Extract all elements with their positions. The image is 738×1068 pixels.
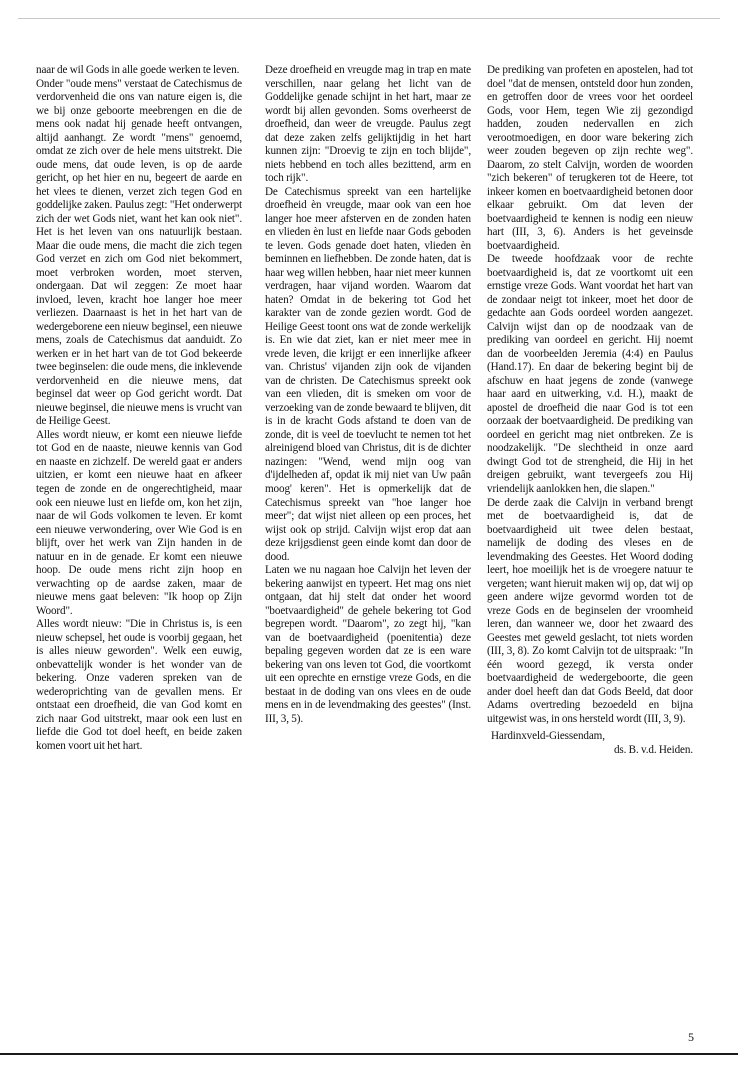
paragraph: De prediking van profeten en apostelen, had tot doel "dat de mensen, ontsteld door hun zonden, en getroffen door de vrees voor het oordeel Gods, voor Hem, tegen Wie zij gezondigd hadden, zouden nedervallen en zich verootmoedigen, en door ware bekering zich weer zouden begeven op zijn rechte weg". Daarom, zo stelt Calvijn, worden de woorden "zich bekeren" of terugkeren tot de Heere, tot inkeer komen en boetvaardigheid betonen door elkaar gebruikt. Om dat leven der boetvaardigheid te kennen is nodig een nieuw hart (III, 3, 6). Anders is het geveinsde boetvaardigheid. (487, 64, 693, 252)
article-columns (36, 64, 700, 1004)
paragraph: Deze droefheid en vreugde mag in trap en mate verschillen, naar gelang het licht van de Goddelijke genade schijnt in het hart, maar ze wordt bij allen gevonden. Soms overheerst de droefheid, dan weer de vreugde. Paulus zegt dat deze zaken zelfs gelijktijdig in het hart kunnen zijn: "Droevig te zijn en toch blijde", niets hebbend en toch alles bezittend, arm en toch rijk". (265, 64, 471, 185)
page-number: 5 (688, 1030, 694, 1044)
column-1 (36, 64, 242, 1004)
signature-name: ds. B. v.d. Heiden. (613, 743, 693, 756)
paragraph: De tweede hoofdzaak voor de rechte boetvaardigheid is, dat ze voortkomt uit een ernstige vreze Gods. Want voordat het hart van de zondaar neigt tot inkeer, moet het door de gedachte aan Gods oordeel worden aangezet. Calvijn wijst dan op de noodzaak van de prediking van oordeel en gericht. Hij noemt dan de voorbeelden Jeremia (4:4) en Paulus (Hand.17). En daar de bekering begint bij de afschuw en haat jegens de zonde (vanwege haar aard en uitwerking, v.d. H.), maakt de apostel de droefheid die naar God is tot een oorzaak der boetvaardigheid. De prediking van oordeel en gericht mag niet ontbreken. Ze is noodzakelijk. "De slechtheid in onze aard dwingt God tot de strengheid, die Hij in het dreigen gebruikt, want tevergeefs zou Hij vriendelijk aanlokken hen, die slapen." (487, 253, 693, 495)
signature-place: Hardinxveld-Giessendam, (491, 730, 605, 743)
paragraph: naar de wil Gods in alle goede werken te leven. (36, 64, 240, 76)
bottom-rule (0, 1053, 738, 1055)
paragraph: Laten we nu nagaan hoe Calvijn het leven der bekering aanwijst en typeert. Het mag ons niet ontgaan, dat hij stelt dat onder het woord "boetvaardigheid" de gehele bekering tot God begrepen wordt. "Daarom", zo zegt hij, "kan van de boetvaardigheid (poenitentia) deze bepaling gegeven worden dat ze is een ware bekering van ons leven tot God, die voortkomt uit een oprechte en ernstige vreze Gods, en die bestaat in de doding van ons vlees en de oude mens en in de levendmaking des geestes" (Inst. III, 3, 5). (265, 564, 471, 725)
paragraph: Onder "oude mens" verstaat de Catechismus de verdorvenheid die ons van nature eigen is, die we bij onze geboorte meebrengen en die de mens ook nadat hij genade heeft ontvangen, altijd aanhangt. Ze wordt "mens" genoemd, omdat ze zich over de hele mens uitstrekt. Die oude mens, dat oude leven, is op de aarde gericht, op het hier en nu, begeert de aarde en het vlees te dienen, verzet zich tegen God en goddelijke zaken. Paulus zegt: "Het onderwerpt zich der wet Gods niet, want het kan ook niet". Het is het leven van ons natuurlijk bestaan. Maar die oude mens, die macht die zich tegen God verzet en zich om God niet bekommert, moet verbroken worden, moet sterven, ondergaan. Dat wil zeggen: Ze moet haar invloed, leven, kracht hoe langer hoe meer verliezen. Daarnaast is het in het hart van de wedergeborene een nieuw beginsel, een nieuwe mens, zoals de Catechismus dat aanduidt. Zo werken er in het hart van de tot God bekeerde twee beginselen: die oude mens, die inklevende verdorvenheid en die nieuwe mens, dat beginsel dat weer op God gericht wordt. Dat nieuwe beginsel, die nieuwe mens is vrucht van de Heilige Geest. (36, 77, 242, 428)
paragraph: De Catechismus spreekt van een hartelijke droefheid èn vreugde, maar ook van een hoe langer hoe meer afsterven en de zonden haten en vlieden èn lust en liefde naar Gods geboden te leven. Gods genade doet haten, vlieden èn beminnen en liefhebben. De zonde haten, dat is haar weg willen hebben, haar niet meer kunnen verdragen, haar vijand worden. Waarom dat haten? Omdat in de bekering tot God het karakter van de zonde gezien wordt. God de Heilige Geest toont ons wat de zonde werkelijk is. En wie dat ziet, kan er niet meer mee in vrede leven, die krijgt er een innerlijke afkeer van. Christus' vijanden zijn ook de vijanden van de christen. De Catechismus spreekt ook van een vlieden, dit is smeken om voor de verzoeking van de zonde bewaard te blijven, dit is in de kracht Gods afstand te doen van de zonde, dit is veel de toevlucht te nemen tot het alreinigend bloed van Christus, dit is de dichter nazingen: "Wend, wend mijn oog van d'ijdelheden af, opdat ik mij niet van Uw paân moog' keren". Het is opmerkelijk dat de Catechismus spreekt van "hoe langer hoe meer"; dat wijst niet alleen op een proces, het wijst ook op strijd. Calvijn wijst erop dat aan deze krijgsdienst geen einde komt dan door de dood. (265, 185, 471, 563)
paragraph: De derde zaak die Calvijn in verband brengt met de boetvaardigheid is, dat de boetvaardigheid uit twee delen bestaat, namelijk de doding des vleses en de levendmaking des Geestes. Het Woord doding leert, hoe moeilijk het is de vroegere natuur te vergeten; want hieruit maken wij op, dat wij op geen andere wijze gevormd worden tot de vreze Gods en de beginselen der vroomheid leren, dan wanneer we, door het zwaard des Geestes met geweld geslacht, tot niets worden (III, 3, 8). Zo komt Calvijn tot de uitspraak: "In één woord gezegd, ik versta onder boetvaardigheid de wedergeboorte, die geen ander doel heeft dan dat Gods Beeld, dat door Adams overtreding bezoedeld en bijna uitgewist was, in ons hersteld wordt (III, 3, 9). (487, 496, 693, 725)
top-rule (18, 18, 720, 19)
column-2 (265, 64, 471, 1004)
column-3 (487, 64, 693, 1004)
paragraph: Alles wordt nieuw: "Die in Christus is, is een nieuw schepsel, het oude is voorbij gegaan, het is alles nieuw geworden". Welk een euwig, onbevattelijk wonder is het wonder van de bekering. Onze vaderen spreken van de wederoprichting van de gevallen mens. Er ontstaat een droefheid, die van God komt en zich naar God uitstrekt, maar ook een lust en liefde die God tot doel heeft, en beide zaken komen voort uit het hart. (36, 618, 242, 752)
paragraph: Alles wordt nieuw, er komt een nieuwe liefde tot God en de naaste, nieuwe kennis van God en naaste en zichzelf. De wereld gaat er anders uitzien, er komt een nieuwe haat en afkeer tegen de zonde en de ongerechtigheid, maar ook een nieuwe lust en liefde om, kon het zijn, naar de wil Gods volkomen te leven. Er komt een nieuwe verwondering, over Wie God is en blijft, over het werk van Zijn handen in de natuur en in de genade. Er komt een nieuwe hoop. De oude mens richt zijn hoop en verwachting op de aardse zaken, maar de nieuwe mens gaat beleven: "Ik hoop op Zijn Woord". (36, 428, 242, 617)
